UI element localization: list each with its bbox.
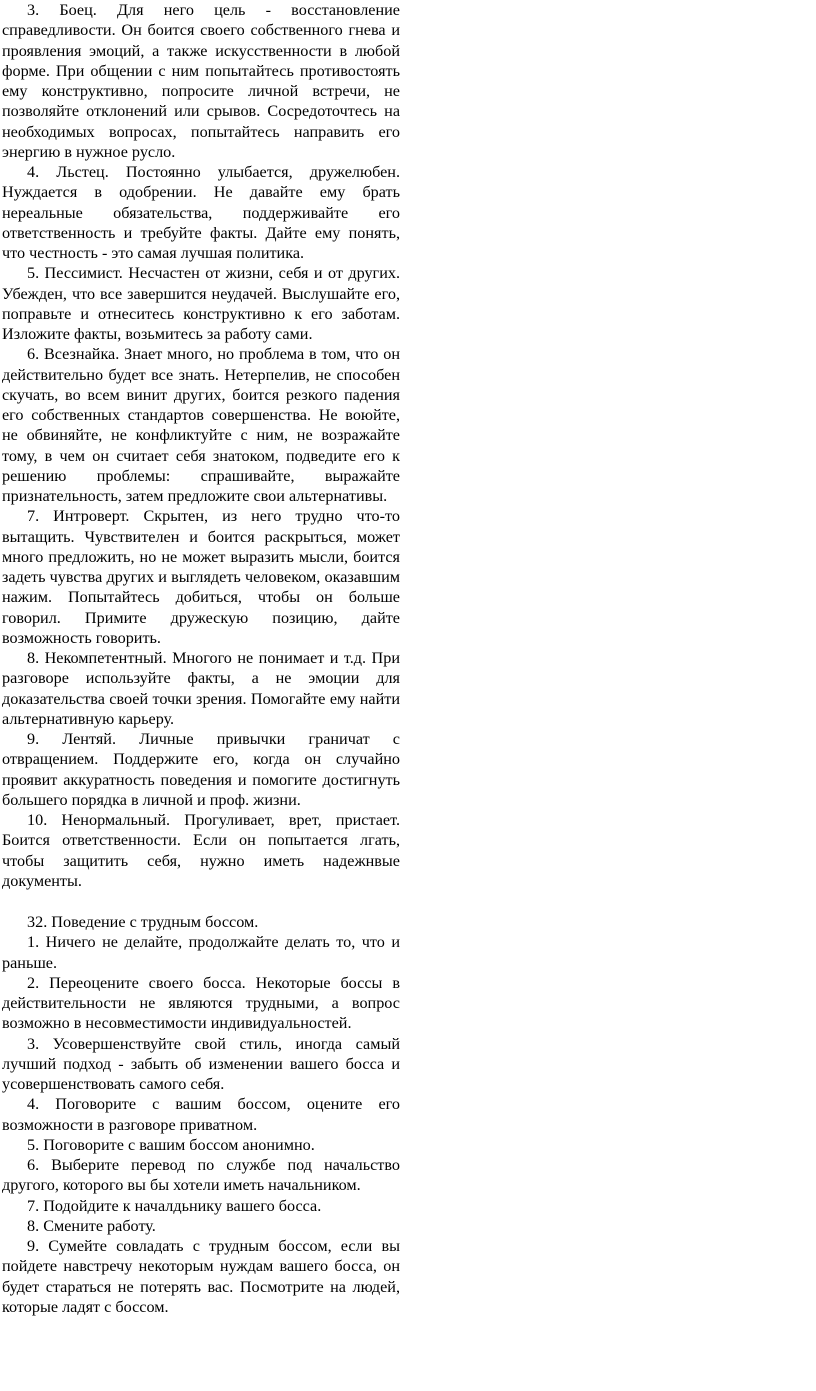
boss-tip-1: 1. Ничего не делайте, продолжайте делать то, что и раньше. (2, 933, 400, 972)
paragraph-pessimist: 5. Пессимист. Несчастен от жизни, себя и от других. Убежден, что все завершится неудачей. Выслушайте его, поправьте и отнеситесь конструктивно к его заботам. Изложите факты, возьмитесь за работу сами. (2, 264, 400, 343)
boss-tip-8: 8. Смените работу. (27, 1216, 156, 1235)
boss-tip-6: 6. Выберите перевод по службе под начальство другого, которого вы бы хотели иметь начальником. (2, 1156, 400, 1195)
section-heading: 32. Поведение с трудным боссом. (27, 913, 259, 931)
boss-tip-2: 2. Переоцените своего босса. Некоторые боссы в действительности не являются трудными, а вопрос возможно в несовместимости индивидуальностей. (2, 973, 400, 1033)
paragraph-know-it-all: 6. Всезнайка. Знает много, но проблема в том, что он действительно будет все знать. Нетерпелив, не способен скучать, во всем винит других, боится резкого падения его собственных стандартов совершенства. Не воюйте, не обвиняйте, не конфликтуйте с ним, не возражайте тому, в чем он считает себя знатоком, подведите его к решению проблемы: спрашивайте, выражайте признательность, затем предложите свои альтернативы. (2, 345, 400, 505)
paragraph-flatterer: 4. Льстец. Постоянно улыбается, дружелюбен. Нуждается в одобрении. Не давайте ему брать нереальные обязательства, поддерживайте его ответственность и требуйте факты. Дайте ему понять, что честность - это самая лучшая политика. (2, 163, 400, 262)
paragraph-abnormal: 10. Ненормальный. Прогуливает, врет, пристает. Боится ответственности. Если он попытается лгать, чтобы защитить себя, нужно иметь надежнвые документы. (2, 811, 400, 890)
boss-tip-9: 9. Сумейте совладать с трудным боссом, если вы пойдете навстречу некоторым нуждам вашего босса, он будет стараться не потерять вас. Посмотрите на людей, которые ладят с боссом. (2, 1237, 400, 1316)
boss-tip-5: 5. Поговорите с вашим боссом анонимно. (27, 1135, 315, 1154)
paragraph-introvert: 7. Интроверт. Скрытен, из него трудно что-то вытащить. Чувствителен и боится раскрыться, может много предложить, но не может выразить мысли, боится задеть чувства других и выглядеть человеком, оказавшим нажим. Попытайтесь добиться, чтобы он больше говорил. Примите дружескую позицию, дайте возможность говорить. (2, 507, 400, 647)
boss-tip-4: 4. Поговорите с вашим боссом, оцените его возможности в разговоре приватном. (2, 1095, 400, 1134)
paragraph-incompetent: 8. Некомпетентный. Многого не понимает и т.д. При разговоре используйте факты, а не эмоции для доказательства своей точки зрения. Помогайте ему найти альтернативную карьеру. (2, 649, 400, 728)
paragraph-fighter: 3. Боец. Для него цель - восстановление справедливости. Он боится своего собственного гнева и проявления эмоций, а также искусственности в любой форме. При общении с ним попытайтесь противостоять ему конструктивно, попросите личной встречи, не позволяйте отклонений или срывов. Сосредоточтесь на необходимых вопросах, попытайтесь направить его энергию в нужное русло. (2, 1, 400, 161)
section-gap (2, 891, 400, 912)
boss-tip-3: 3. Усовершенствуйте свой стиль, иногда самый лучший подход - забыть об изменении вашего босса и усовершенствовать самого себя. (2, 1034, 400, 1093)
paragraph-lazy: 9. Лентяй. Личные привычки граничат с отвращением. Поддержите его, когда он случайно проявит аккуратность поведения и помогите достигнуть большего порядка в личной и проф. жизни. (2, 730, 400, 809)
boss-tip-7: 7. Подойдите к началдьнику вашего босса. (27, 1196, 322, 1215)
document-page (2, 0, 400, 1317)
